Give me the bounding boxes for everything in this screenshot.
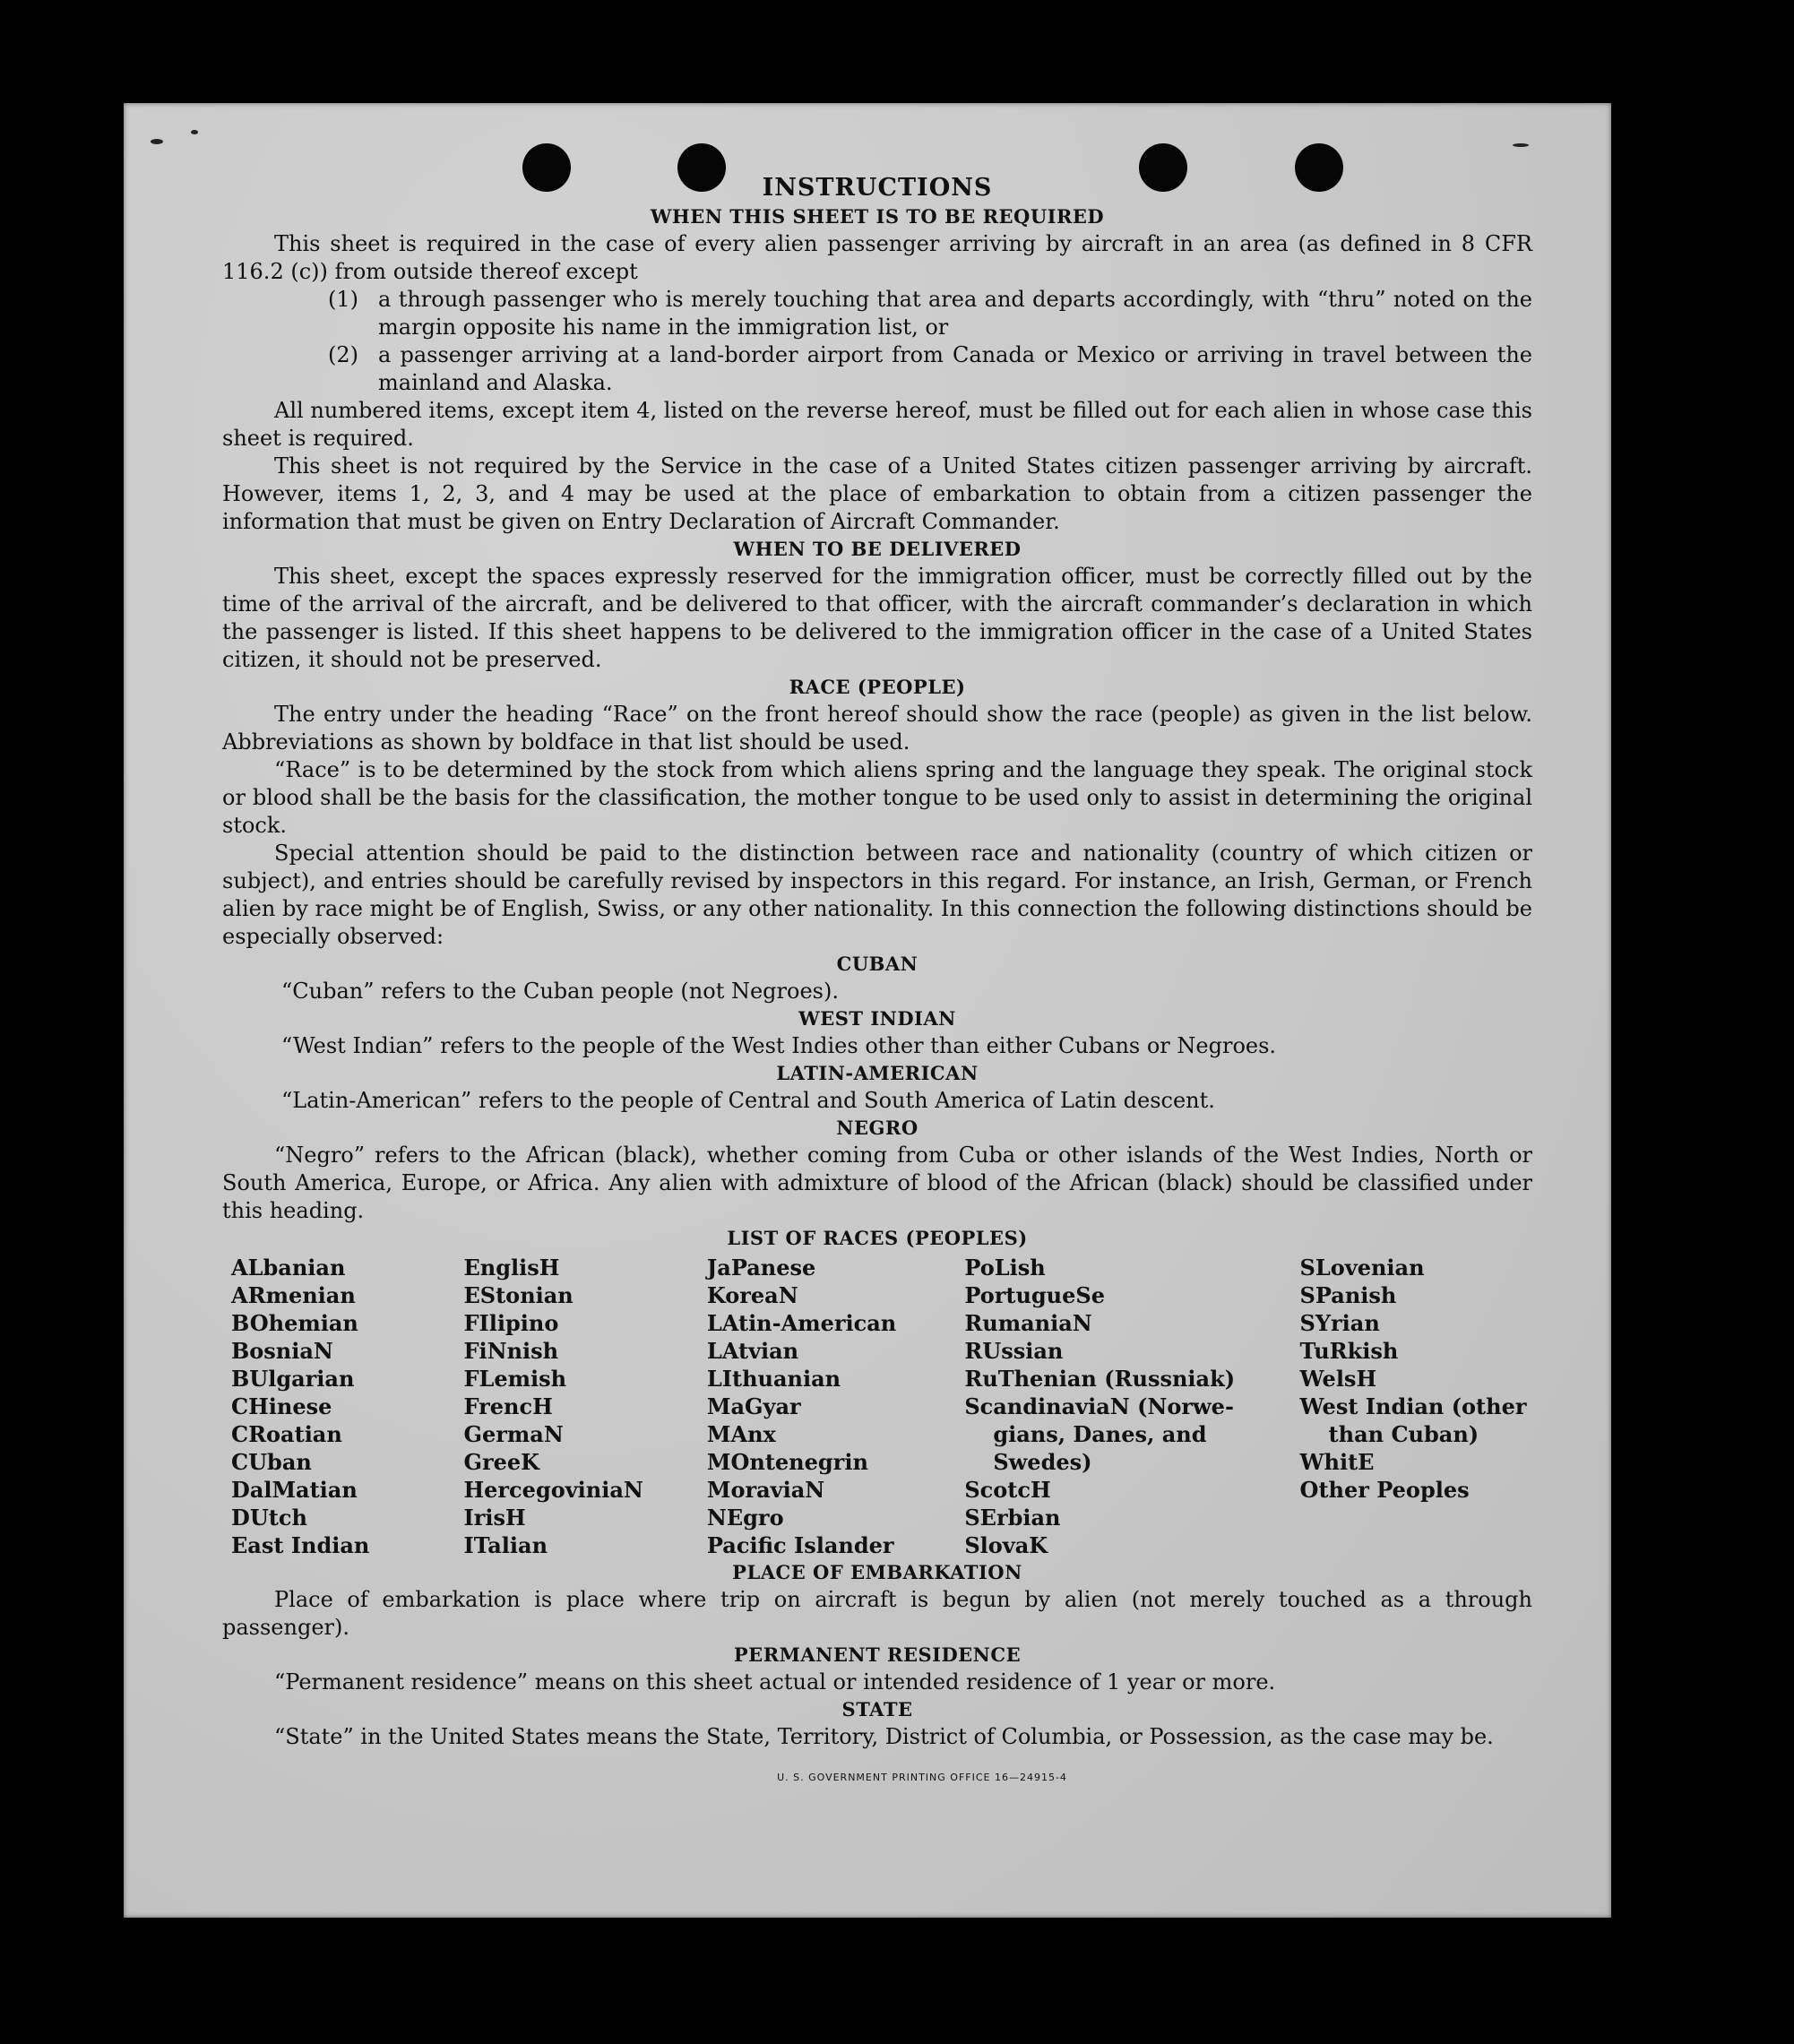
race-entry: gians, Danes, and (993, 1421, 1207, 1447)
race-entry: IrisH (463, 1505, 526, 1531)
race-entry: SErbian (964, 1505, 1061, 1531)
race-entry: TuRkish (1299, 1338, 1399, 1364)
race-entry: ScotcH (964, 1477, 1051, 1503)
item-text: a passenger arriving at a land-border airport from Canada or Mexico or arriving in travel between the mainland and Alaska. (378, 342, 1532, 395)
races-column-2 (463, 1254, 706, 1559)
race-entry: RUssian (964, 1338, 1064, 1364)
exception-item-2 (222, 341, 1532, 397)
race-entry: MAnx (706, 1421, 776, 1447)
race-entry: SlovaK (964, 1532, 1048, 1558)
race-paragraph-2: “Race” is to be determined by the stock from which aliens spring and the language they speak. The original stock or blood shall be the basis for the classification, the mother tongue to be used only to assist in determining the original stock. (222, 757, 1532, 838)
race-entry: GreeK (463, 1449, 540, 1475)
race-entry: EStonian (463, 1282, 574, 1308)
race-entry: ITalian (463, 1532, 548, 1558)
race-entry: BOhemian (231, 1310, 358, 1336)
race-entry: FLemish (463, 1366, 567, 1392)
residence-paragraph: “Permanent residence” means on this sheet actual or intended residence of 1 year or more. (274, 1669, 1276, 1695)
section-heading-race: RACE (PEOPLE) (789, 676, 966, 698)
race-entry: JaPanese (706, 1255, 816, 1281)
document-sheet (124, 103, 1611, 1918)
section-heading-embarkation: PLACE OF EMBARKATION (732, 1561, 1022, 1583)
race-entry: MOntenegrin (706, 1449, 868, 1475)
race-entry: HercegoviniaN (463, 1477, 643, 1503)
race-entry: WelsH (1299, 1366, 1377, 1392)
race-entry: RuThenian (Russniak) (964, 1366, 1236, 1392)
race-entry: RumaniaN (964, 1310, 1092, 1336)
race-entry: LAtvian (706, 1338, 799, 1364)
item-text: a through passenger who is merely touching that area and departs accordingly, with “thru” noted on the margin opposite his name in the immigration list, or (378, 287, 1532, 340)
ink-speck (1513, 143, 1529, 147)
instructions-content (222, 175, 1532, 1791)
race-entry: Swedes) (993, 1449, 1092, 1475)
race-paragraph-3: Special attention should be paid to the distinction between race and nationality (country of which citizen or subject), and entries should be carefully revised by inspectors in this regard. For instance, an Irish, German, or French alien by race might be of English, Swiss, or any other nationality. In this connection the following distinctions should be especially observed: (222, 841, 1532, 949)
race-entry: GermaN (463, 1421, 564, 1447)
definition-cuban: “Cuban” refers to the Cuban people (not Negroes). (281, 979, 839, 1004)
race-entry: CRoatian (231, 1421, 342, 1447)
section-heading-residence: PERMANENT RESIDENCE (733, 1643, 1022, 1666)
race-entry: ARmenian (231, 1282, 356, 1308)
races-column-1 (231, 1254, 463, 1559)
race-entry: LAtin-American (706, 1310, 897, 1336)
race-entry: ScandinaviaN (Norwe- (964, 1393, 1234, 1419)
race-entry: ALbanian (231, 1255, 346, 1281)
race-entry: SLovenian (1299, 1255, 1425, 1281)
printer-imprint: U. S. GOVERNMENT PRINTING OFFICE 16—24915-4 (777, 1772, 1067, 1783)
race-entry: SPanish (1299, 1282, 1397, 1308)
state-paragraph: “State” in the United States means the State, Territory, District of Columbia, or Possession, as the case may be. (274, 1724, 1494, 1749)
exception-item-1 (222, 286, 1532, 341)
race-entry: than Cuban) (1328, 1421, 1479, 1447)
race-entry: DUtch (231, 1505, 307, 1531)
race-entry: BUlgarian (231, 1366, 355, 1392)
races-list-heading: LIST OF RACES (PEOPLES) (727, 1227, 1028, 1249)
section-heading-state: STATE (841, 1698, 913, 1721)
race-paragraph-1: The entry under the heading “Race” on the front hereof should show the race (people) as given in the list below. Abbreviations as shown by boldface in that list should be used. (222, 702, 1532, 755)
definition-heading-cuban: CUBAN (836, 953, 919, 975)
race-entry: CUban (231, 1449, 312, 1475)
races-column-5 (1300, 1254, 1532, 1559)
required-intro: This sheet is required in the case of every alien passenger arriving by aircraft in an area (as defined in 8 CFR 116.2 (c)) from outside thereof except (222, 231, 1532, 284)
races-list (231, 1254, 1532, 1559)
race-entry: FiNnish (463, 1338, 559, 1364)
ink-speck (151, 139, 163, 144)
race-entry: PoLish (964, 1255, 1046, 1281)
race-entry: Pacific Islander (706, 1532, 894, 1558)
citizen-paragraph: This sheet is not required by the Service in the case of a United States citizen passenger arriving by aircraft. However, items 1, 2, 3, and 4 may be used at the place of embarkation to obtain from a citizen passenger the information that must be given on Entry Declaration of Aircraft Commander. (222, 453, 1532, 534)
definition-heading-west-indian: WEST INDIAN (798, 1007, 956, 1030)
section-heading-required: WHEN THIS SHEET IS TO BE REQUIRED (650, 205, 1105, 228)
embarkation-paragraph: Place of embarkation is place where trip on aircraft is begun by alien (not merely touched as a through passenger). (222, 1587, 1532, 1640)
definition-west-indian: “West Indian” refers to the people of the West Indies other than either Cubans or Negroes. (281, 1033, 1277, 1058)
race-entry: MoraviaN (706, 1477, 825, 1503)
definition-latin-american: “Latin-American” refers to the people of Central and South America of Latin descent. (281, 1088, 1215, 1113)
ink-speck (191, 130, 198, 134)
page-title: INSTRUCTIONS (762, 174, 993, 202)
delivered-paragraph: This sheet, except the spaces expressly reserved for the immigration officer, must be correctly filled out by the time of the arrival of the aircraft, and be delivered to that officer, with the aircraft commander’s declaration in which the passenger is listed. If this sheet happens to be delivered to the immigration officer in the case of a United States citizen, it should not be preserved. (222, 564, 1532, 672)
race-entry: PortugueSe (964, 1282, 1106, 1308)
definition-heading-negro: NEGRO (836, 1117, 919, 1139)
race-entry: FIlipino (463, 1310, 559, 1336)
race-entry: SYrian (1299, 1310, 1380, 1336)
race-entry: DalMatian (231, 1477, 358, 1503)
race-entry: NEgro (706, 1505, 784, 1531)
definition-negro: “Negro” refers to the African (black), whether coming from Cuba or other islands of the West Indies, North or South America, Europe, or Africa. Any alien with admixture of blood of the African (black) should be classified under this heading. (222, 1143, 1532, 1223)
numbered-items-paragraph: All numbered items, except item 4, listed on the reverse hereof, must be filled out for each alien in whose case this sheet is required. (222, 398, 1532, 451)
item-number: (2) (328, 342, 358, 367)
race-entry: East Indian (231, 1532, 370, 1558)
race-entry: Other Peoples (1299, 1477, 1470, 1503)
race-entry: EnglisH (463, 1255, 560, 1281)
race-entry: WhitE (1299, 1449, 1375, 1475)
races-column-4 (964, 1254, 1299, 1559)
races-column-3 (707, 1254, 964, 1559)
race-entry: FrencH (463, 1393, 553, 1419)
item-number: (1) (328, 287, 358, 312)
race-entry: West Indian (other (1299, 1393, 1527, 1419)
race-entry: LIthuanian (706, 1366, 841, 1392)
race-entry: KoreaN (706, 1282, 798, 1308)
definition-heading-latin-american: LATIN-AMERICAN (776, 1062, 979, 1084)
race-entry: CHinese (231, 1393, 332, 1419)
section-heading-delivered: WHEN TO BE DELIVERED (733, 538, 1022, 560)
race-entry: MaGyar (706, 1393, 801, 1419)
race-entry: BosniaN (231, 1338, 333, 1364)
